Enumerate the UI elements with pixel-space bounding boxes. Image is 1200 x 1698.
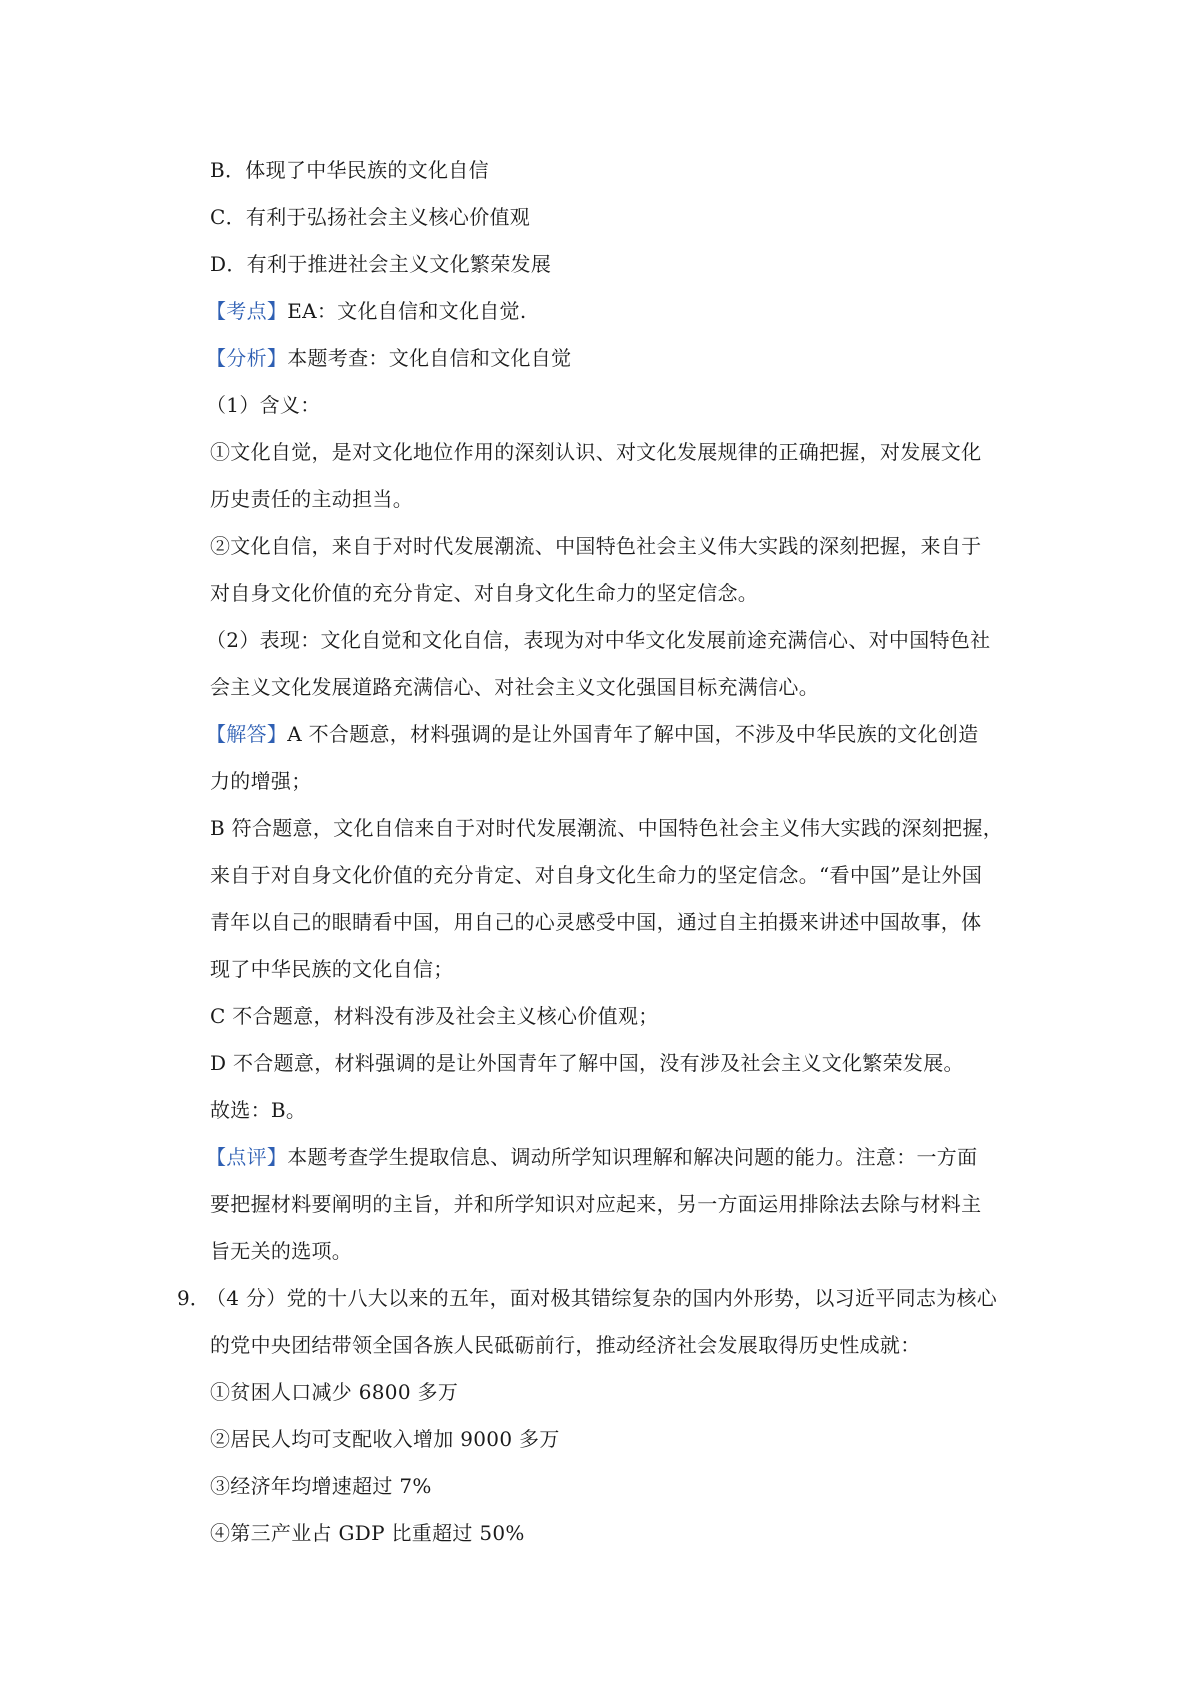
fenxi-paragraph: 会主义文化发展道路充满信心、对社会主义文化强国目标充满信心。	[210, 675, 819, 699]
fenxi-tag: 【分析】	[206, 346, 288, 370]
option-b: B．体现了中华民族的文化自信	[210, 158, 489, 182]
jieda-paragraph: 现了中华民族的文化自信；	[210, 957, 454, 981]
jieda-text: A 不合题意，材料强调的是让外国青年了解中国，不涉及中华民族的文化创造	[287, 722, 979, 746]
jieda-line	[206, 720, 1016, 748]
option-c: C．有利于弘扬社会主义核心价值观	[210, 205, 531, 229]
option-d: D．有利于推进社会主义文化繁荣发展	[210, 252, 552, 276]
question-item: ①贫困人口减少 6800 多万	[210, 1380, 459, 1404]
question-item: ④第三产业占 GDP 比重超过 50%	[210, 1521, 525, 1545]
question-item: ②居民人均可支配收入增加 9000 多万	[210, 1427, 560, 1451]
fenxi-paragraph: （2）表现：文化自觉和文化自信，表现为对中华文化发展前途充满信心、对中国特色社	[206, 628, 991, 652]
jieda-paragraph: B 符合题意，文化自信来自于对时代发展潮流、中国特色社会主义伟大实践的深刻把握，	[210, 816, 1004, 840]
kaodian-tag: 【考点】	[206, 299, 288, 323]
jieda-paragraph: 来自于对自身文化价值的充分肯定、对自身文化生命力的坚定信念。“看中国”是让外国	[210, 863, 983, 887]
fenxi-paragraph: 对自身文化价值的充分肯定、对自身文化生命力的坚定信念。	[210, 581, 759, 605]
fenxi-paragraph: 历史责任的主动担当。	[210, 487, 413, 511]
fenxi-paragraph: ①文化自觉，是对文化地位作用的深刻认识、对文化发展规律的正确把握，对发展文化	[210, 440, 982, 464]
jieda-paragraph: 青年以自己的眼睛看中国，用自己的心灵感受中国，通过自主拍摄来讲述中国故事，体	[210, 910, 982, 934]
question-stem: （4 分）党的十八大以来的五年，面对极其错综复杂的国内外形势，以习近平同志为核心	[206, 1286, 998, 1310]
jieda-paragraph: 故选：B。	[210, 1098, 307, 1122]
jieda-paragraph: D 不合题意，材料强调的是让外国青年了解中国，没有涉及社会主义文化繁荣发展。	[210, 1051, 964, 1075]
question-number: 9．	[177, 1286, 210, 1310]
dianping-tag: 【点评】	[206, 1145, 288, 1169]
jieda-paragraph: 力的增强；	[210, 769, 312, 793]
jieda-paragraph: C 不合题意，材料没有涉及社会主义核心价值观；	[210, 1004, 659, 1028]
fenxi-paragraph: （1）含义：	[206, 393, 321, 417]
dianping-paragraph: 旨无关的选项。	[210, 1239, 353, 1263]
dianping-text: 本题考查学生提取信息、调动所学知识理解和解决问题的能力。注意：一方面	[287, 1145, 978, 1169]
dianping-paragraph: 要把握材料要阐明的主旨，并和所学知识对应起来，另一方面运用排除法去除与材料主	[210, 1192, 982, 1216]
question-item: ③经济年均增速超过 7%	[210, 1474, 432, 1498]
kaodian-text: EA：文化自信和文化自觉.	[287, 299, 527, 323]
fenxi-paragraph: ②文化自信，来自于对时代发展潮流、中国特色社会主义伟大实践的深刻把握，来自于	[210, 534, 982, 558]
fenxi-text: 本题考查：文化自信和文化自觉	[287, 346, 572, 370]
fenxi-line	[206, 344, 1016, 372]
question-stem: 的党中央团结带领全国各族人民砥砺前行，推动经济社会发展取得历史性成就：	[210, 1333, 921, 1357]
kaodian-line	[206, 297, 1016, 325]
jieda-tag: 【解答】	[206, 722, 288, 746]
dianping-line	[206, 1143, 1016, 1171]
